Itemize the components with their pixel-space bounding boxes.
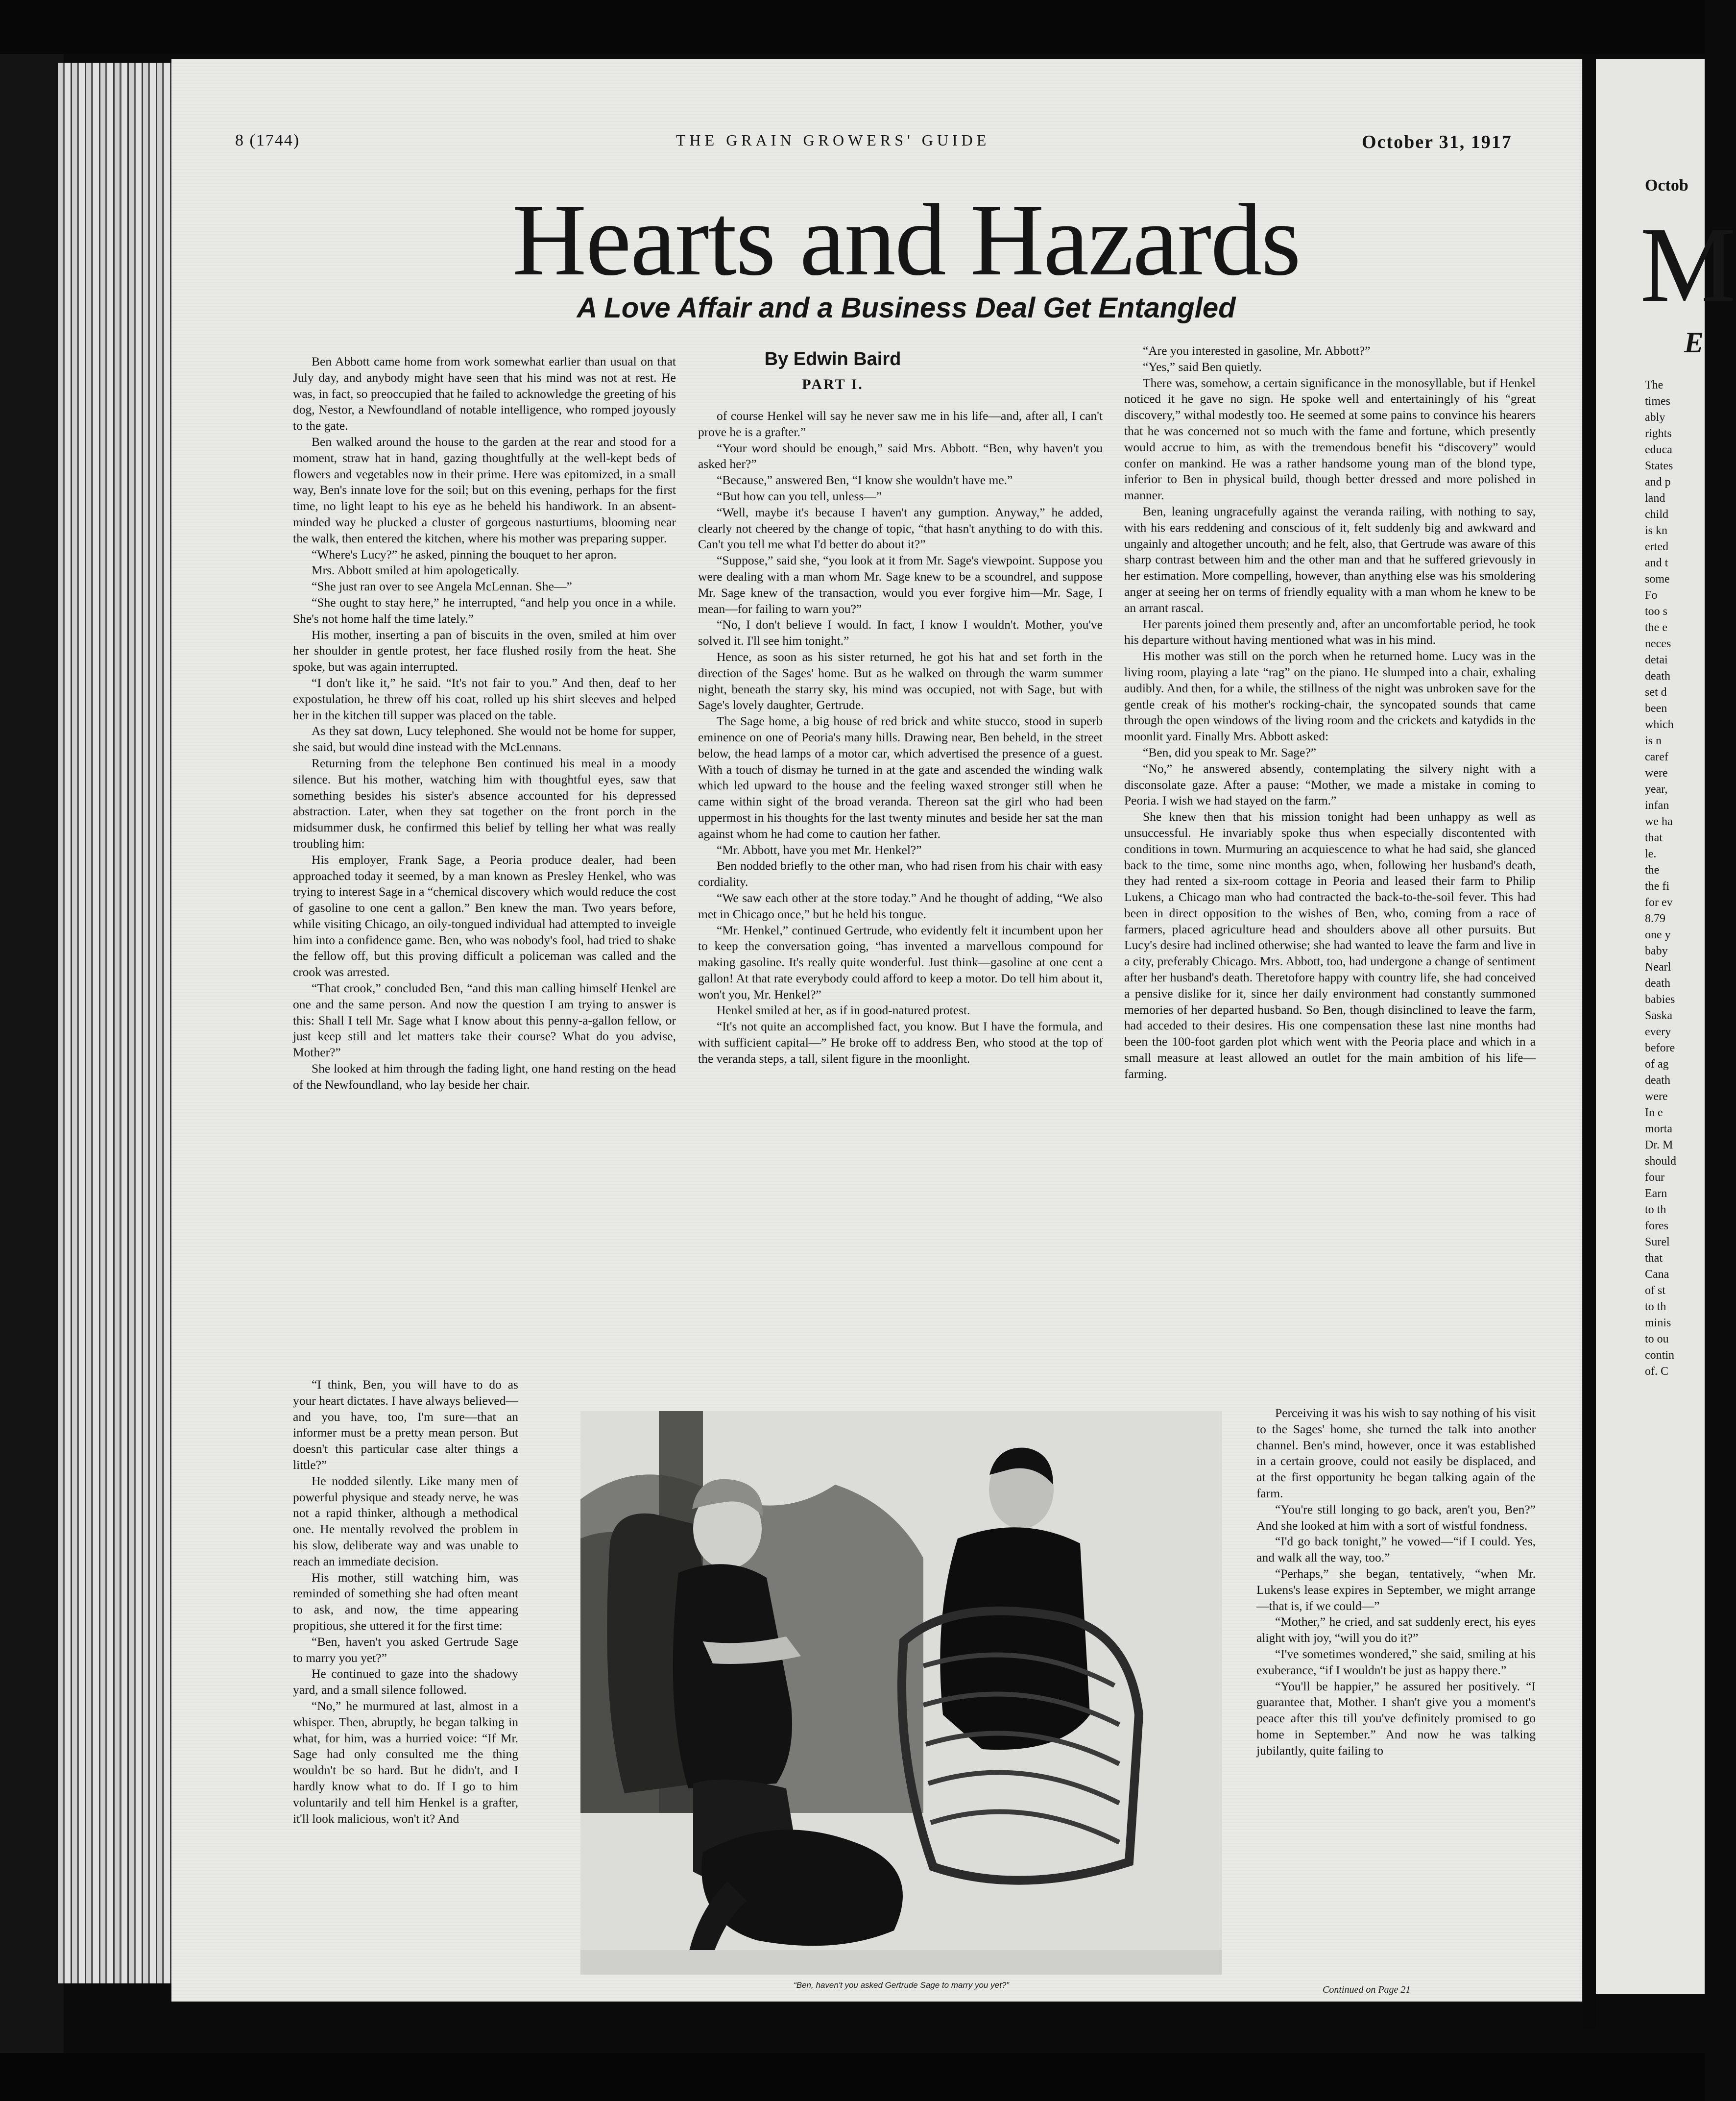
adjacent-page-line: the [1645,864,1660,877]
article-paragraph: She knew then that his mission tonight had been unhappy as well as unsuccessful. He invariably spoke thus when especially discontented with conditions in town. Murmuring an acquiescence to what he had said, she glanced back to the time, some nine months ago, when, following her husband's death, they had rented a six-room cottage in Peoria and leased their farm to Philip Lukens, a Chicago man who had contracted the back-to-the-soil fever. This had been in direct opposition to the wishes of Ben, who, coming from a race of farmers, placed agriculture head and shoulders above all other pursuits. But Lucy's desire had inclined otherwise; she had wanted to leave the farm and live in a city, preferably Chicago. Mrs. Abbott, too, had undergone a change of sentiment after her husband's death. Theretofore happy with country life, she had conceived a pensive dislike for it, since her daily environment had constantly summoned memories of her departed husband. So Ben, though disinclined to leave the farm, had acceded to their desires. His one compensation these last nine months had been the 100-foot garden plot which went with the Peoria place and which in a small measure at least allowed an outlet for the main ambition of his life—farming. [1124,809,1536,1081]
adjacent-page-line: of ag [1645,1058,1669,1071]
adjacent-page-line: fores [1645,1220,1668,1232]
article-paragraph: “It's not quite an accomplished fact, you know. But I have the formula, and with sufficient capital—” He broke off to address Ben, who stood at the top of the veranda steps, a tall, silent figure in the moonlight. [698,1019,1103,1066]
adjacent-page-line: baby [1645,945,1668,957]
adjacent-page-line: erted [1645,540,1668,553]
adjacent-page-line: to ou [1645,1333,1669,1345]
adjacent-page-line: The [1645,379,1664,391]
article-paragraph: of course Henkel will say he never saw me in his life—and, after all, I can't prove he is a grafter.” [698,409,1103,439]
article-paragraph: “Your word should be enough,” said Mrs. Abbott. “Ben, why haven't you asked her?” [698,440,1103,471]
article-paragraph: “Ben, did you speak to Mr. Sage?” [1143,745,1317,759]
article-paragraph: “We saw each other at the store today.” And he thought of adding, “We also met in Chicago once,” but he held his tongue. [698,890,1103,921]
adjacent-page-line: land [1645,492,1665,505]
text-column-1-lower [293,1377,518,1999]
article-paragraph: Ben walked around the house to the garden at the rear and stood for a moment, straw hat in hand, gazing thoughtfully at the well-kept beds of flowers and vegetables now in their prime. Here was epitomized, in a small way, Ben's innate love for the soil; but on this evening, perhaps for the first time, no light leapt to his eye as he beheld his handiwork. In an absent-minded way he plucked a cluster of gorgeous nasturtiums, blooming near the walk, then entered the kitchen, where his mother was preparing supper. [293,434,676,545]
adjacent-page-headline-fragment: M [1640,205,1736,324]
adjacent-page-line: should [1645,1155,1677,1168]
adjacent-page-line: child [1645,508,1668,521]
adjacent-page-line: that [1645,831,1663,844]
adjacent-page-line: Saska [1645,1009,1672,1022]
adjacent-page-line: of st [1645,1284,1665,1297]
article-paragraph: Mrs. Abbott smiled at him apologetically. [312,563,519,578]
article-paragraph: “I've sometimes wondered,” she said, smiling at his exuberance, “if I wouldn't be just as happy there.” [1256,1646,1536,1677]
adjacent-page-line: we ha [1645,815,1673,828]
adjacent-page-line: were [1645,767,1668,780]
page-number: 8 (1744) [235,131,300,149]
adjacent-page-line: minis [1645,1317,1671,1329]
article-part: PART I. [802,376,864,392]
adjacent-page-line: too s [1645,605,1668,618]
article-paragraph: “I don't like it,” he said. “It's not fair to you.” And then, deaf to her expostulation, he threw off his coat, rolled up his shirt sleeves and helped her in the kitchen till supper was placed on the table. [293,675,676,722]
illustration-drawing [580,1411,1222,1975]
adjacent-page-line: babies [1645,993,1675,1006]
article-paragraph: His employer, Frank Sage, a Peoria produce dealer, had been approached today it seemed, by a man known as Presley Henkel, who was trying to interest Sage in a “chemical discovery which would reduce the cost of gasoline to one cent a gallon.” Ben knew the man. Two years before, while visiting Chicago, an oily-tongued individual had attempted to inveigle him into a confidence game. Ben, who was nobody's fool, had tried to shake the fellow off, but this proving difficult a policeman was called and the crook was arrested. [293,852,676,979]
adjacent-page-line: were [1645,1090,1668,1103]
article-paragraph: He continued to gaze into the shadowy yard, and a small silence followed. [293,1666,518,1697]
adjacent-page-line: Earn [1645,1187,1667,1200]
illustration-caption: “Ben, haven't you asked Gertrude Sage to marry you yet?” [794,1980,1009,1990]
book-gutter [1583,54,1596,2028]
adjacent-page-line: Cana [1645,1268,1669,1281]
adjacent-page [1596,59,1736,1994]
adjacent-page-line: times [1645,395,1670,408]
adjacent-page-line: and p [1645,476,1671,489]
article-paragraph: Henkel smiled at her, as if in good-natured protest. [717,1003,970,1018]
text-column-2 [698,408,1103,1067]
article-paragraph: Perceiving it was his wish to say nothing of his visit to the Sages' home, she turned the talk into another channel. Ben's mind, however, once it was established in a certain groove, could not easily be displaced, and at the first opportunity he began talking again of the farm. [1256,1406,1536,1500]
scan-border-top [0,0,1705,54]
adjacent-page-line: death [1645,670,1670,683]
article-paragraph: “Ben, haven't you asked Gertrude Sage to marry you yet?” [293,1634,518,1665]
adjacent-page-line: detai [1645,654,1668,666]
article-paragraph: “She just ran over to see Angela McLennan. She—” [312,579,572,594]
article-paragraph: “You'll be happier,” he assured her positively. “I guarantee that, Mother. I shan't give you a moment's peace after this till you've definitely promised to go home in September.” And now he was talking jubilantly, quite failing to [1256,1679,1536,1758]
article-paragraph: “That crook,” concluded Ben, “and this man calling himself Henkel are one and the same person. And now the question I am trying to answer is this: Shall I tell Mr. Sage what I know about this penny-a-gallon fellow, or just keep still and let matters take their course? What do you advise, Mother?” [293,981,676,1060]
adjacent-page-line: which [1645,718,1674,731]
adjacent-page-line: that [1645,1252,1663,1265]
article-paragraph: She looked at him through the fading light, one hand resting on the head of the Newfoundland, who lay beside her chair. [293,1061,676,1092]
article-paragraph: Her parents joined them presently and, after an uncomfortable period, he took his departure without having mentioned what was in his mind. [1124,616,1536,647]
article-paragraph: His mother was still on the porch when he returned home. Lucy was in the living room, playing a late “rag” on the piano. He slumped into a chair, exhaling audibly. And then, for a while, the stillness of the night was unbroken save for the gentle creak of his mother's rocking-chair, the syncopated sounds that came through the open windows of the living room and the crickets and katydids in the moonlit yard. Finally Mrs. Abbott asked: [1124,649,1536,744]
adjacent-page-line: year, [1645,783,1668,796]
article-paragraph: “Where's Lucy?” he asked, pinning the bouquet to her apron. [312,547,617,562]
text-column-3 [1124,343,1536,1082]
article-paragraph: “Because,” answered Ben, “I know she wouldn't have me.” [717,473,1013,488]
article-paragraph: “But how can you tell, unless—” [717,489,882,503]
story-illustration [580,1411,1222,1975]
adjacent-page-line: States [1645,460,1673,472]
adjacent-page-line: every [1645,1026,1671,1038]
adjacent-page-line: the e [1645,621,1667,634]
adjacent-page-line: for ev [1645,896,1673,909]
adjacent-page-line: educa [1645,443,1672,456]
adjacent-page-line: Nearl [1645,961,1671,974]
adjacent-page-line: set d [1645,686,1667,699]
adjacent-page-subhead-fragment: E [1684,326,1704,359]
article-paragraph: “Perhaps,” she began, tentatively, “when Mr. Lukens's lease expires in September, we might arrange—that is, if we could—” [1256,1566,1536,1613]
article-paragraph: His mother, inserting a pan of biscuits in the oven, smiled at him over her shoulder in gentle protest, her face flushed rosily from the heat. She spoke, but was again interrupted. [293,627,676,674]
article-paragraph: “Mr. Henkel,” continued Gertrude, who evidently felt it incumbent upon her to keep the conversation going, “has invented a marvellous compound for making gasoline. It's really quite wonderful. Just think—gasoline at one cent a gallon! At that rate everybody could afford to keep a motor. Do tell him about it, won't you, Mr. Henkel?” [698,923,1103,1002]
article-paragraph: “Well, maybe it's because I haven't any gumption. Anyway,” he added, clearly not cheered by the change of topic, “that hasn't anything to do with this. Can't you tell me what I'd better do about it?” [698,505,1103,552]
adjacent-page-line: is kn [1645,524,1668,537]
article-paragraph: His mother, still watching him, was reminded of something she had often meant to ask, and now, the time appearing propitious, she uttered it for the first time: [293,1570,518,1633]
adjacent-page-line: of. C [1645,1365,1668,1378]
adjacent-page-line: to th [1645,1203,1666,1216]
adjacent-page-line: neces [1645,637,1671,650]
adjacent-page-line: infan [1645,799,1669,812]
article-byline: By Edwin Baird [764,349,901,369]
article-subtitle: A Love Affair and a Business Deal Get Entangled [577,292,1236,324]
adjacent-page-line: caref [1645,751,1668,763]
article-paragraph: “You're still longing to go back, aren't you, Ben?” And she looked at him with a sort of wistful fondness. [1256,1502,1536,1533]
adjacent-page-line: rights [1645,427,1672,440]
article-paragraph: “She ought to stay here,” he interrupted, “and help you once in a while. She's not home half the time lately.” [293,595,676,626]
adjacent-page-line: is n [1645,734,1662,747]
article-paragraph: As they sat down, Lucy telephoned. She would not be home for supper, she said, but would dine instead with the McLennans. [293,724,676,755]
adjacent-page-line: to th [1645,1300,1666,1313]
article-headline: Hearts and Hazards [512,183,1301,297]
adjacent-page-line: been [1645,702,1667,715]
article-paragraph: “Mother,” he cried, and sat suddenly erect, his eyes alight with joy, “will you do it?” [1256,1614,1536,1645]
adjacent-page-line: before [1645,1042,1675,1054]
adjacent-page-line: Fo [1645,589,1658,602]
publication-title: THE GRAIN GROWERS' GUIDE [676,131,990,149]
article-paragraph: “Suppose,” said she, “you look at it from Mr. Sage's viewpoint. Suppose you were dealing with a man whom Mr. Sage knew to be a scoundrel, and suppose Mr. Sage knew of the transaction, would you ever forgive him—Mr. Sage, I mean—for failing to warn you?” [698,553,1103,616]
adjacent-page-line: some [1645,573,1670,586]
adjacent-page-line: four [1645,1171,1664,1184]
article-paragraph: The Sage home, a big house of red brick and white stucco, stood in superb eminence on one of Peoria's many hills. Drawing near, Ben beheld, in the street below, the head lamps of a motor car, which advertised the presence of a guest. With a touch of dismay he turned in at the gate and ascended the winding walk which led upward to the house and the feeling waxed stronger still when he came within sight of the broad veranda. Thereon sat the girl who had been uppermost in his thoughts for the last twenty minutes and beside her sat the man against whom he had come to caution her father. [698,714,1103,841]
book-spine-shadow [0,54,64,2053]
text-column-3-lower [1256,1405,1536,2003]
adjacent-page-line: death [1645,1074,1670,1087]
adjacent-page-line: contin [1645,1349,1674,1362]
article-paragraph: “Yes,” said Ben quietly. [1143,359,1262,374]
text-column-1 [293,354,676,1093]
article-paragraph: Hence, as soon as his sister returned, he got his hat and set forth in the direction of the Sages' home. But as he walked on through the warm summer night, beneath the starry sky, his mind was occupied, not with Sage, but with Sage's lovely daughter, Gertrude. [698,649,1103,712]
adjacent-page-date: Octob [1645,176,1688,195]
adjacent-page-line: 8.79 [1645,912,1665,925]
adjacent-page-line: morta [1645,1123,1672,1135]
article-paragraph: Ben Abbott came home from work somewhat earlier than usual on that July day, and anybody might have seen that his mind was not at rest. He was, in fact, so preoccupied that he failed to acknowledge the greeting of his dog, Nestor, a Newfoundland of notable intelligence, who romped joyously to the gate. [293,354,676,433]
adjacent-page-line: the fi [1645,880,1669,893]
article-paragraph: “I think, Ben, you will have to do as your heart dictates. I have always believed—and you have, too, I'm sure—that an informer must be a pretty mean person. But doesn't this particular case alter things a little?” [293,1377,518,1472]
adjacent-page-line: In e [1645,1106,1663,1119]
article-paragraph: “Mr. Abbott, have you met Mr. Henkel?” [717,842,922,857]
article-paragraph: “I'd go back tonight,” he vowed—“if I could. Yes, and walk all the way, too.” [1256,1534,1536,1565]
page-edges [58,63,177,1983]
adjacent-page-line: le. [1645,848,1657,860]
adjacent-page-line: one y [1645,928,1671,941]
continued-note: Continued on Page 21 [1323,1984,1411,1995]
adjacent-page-line: death [1645,977,1670,990]
adjacent-page-line: Surel [1645,1236,1670,1248]
article-paragraph: “No,” he answered absently, contemplating the silvery night with a disconsolate gaze. After a pause: “Mother, we made a mistake in coming to Peoria. I wish we had stayed on the farm.” [1124,761,1536,808]
article-paragraph: “No,” he murmured at last, almost in a whisper. Then, abruptly, he began talking in what, for him, was a hurried voice: “If Mr. Sage had only consulted me the thing wouldn't be so hard. But he didn't, and I hardly know what to do. If I go to him voluntarily and tell him Henkel is a grafter, it'll look malicious, won't it? And [293,1698,518,1826]
article-paragraph: There was, somehow, a certain significance in the monosyllable, but if Henkel noticed it he gave no sign. He spoke well and entertainingly of his “great discovery,” withal modestly too. He seemed at some pains to convince his hearers that he was concerned not so much with the fame and fortune, which presently would accrue to him, as with the tremendous benefit his “discovery” would confer on mankind. He was a rather handsome young man of the blond type, inferior to Ben in physical build, though better dressed and more polished in manner. [1124,375,1536,503]
article-paragraph: Ben nodded briefly to the other man, who had risen from his chair with easy cordiality. [698,858,1103,889]
article-paragraph: He nodded silently. Like many men of powerful physique and steady nerve, he was not a rapid thinker, although a methodical one. He mentally revolved the problem in his slow, deliberate way and was unable to reach an immediate decision. [293,1473,518,1568]
issue-date: October 31, 1917 [1362,132,1512,152]
adjacent-page-line: Dr. M [1645,1139,1673,1151]
adjacent-page-line: and t [1645,557,1668,569]
article-paragraph: Returning from the telephone Ben continued his meal in a moody silence. But his mother, watching him with thoughtful eyes, saw that something besides his sister's absence accounted for his depressed abstraction. Later, when they sat together on the front porch in the midsummer dusk, he confirmed this belief by telling her what was really troubling him: [293,756,676,851]
adjacent-page-line: ably [1645,411,1665,424]
article-paragraph: Ben, leaning ungracefully against the veranda railing, with nothing to say, with his ears reddening and conscious of it, felt suddenly big and awkward and ungainly and altogether uncouth; and he felt, also, that Gertrude was aware of this sharp contrast between him and the other man and that he suffered grievously in her estimation. More compelling, however, than anything else was his smoldering anger at seeing her on terms of friendly equality with a man whom he knew to be an arrant rascal. [1124,504,1536,615]
article-paragraph: “No, I don't believe I would. In fact, I know I wouldn't. Mother, you've solved it. I'll see him tonight.” [698,617,1103,648]
article-paragraph: “Are you interested in gasoline, Mr. Abbott?” [1143,343,1371,358]
scan-border-bottom [0,2053,1705,2101]
